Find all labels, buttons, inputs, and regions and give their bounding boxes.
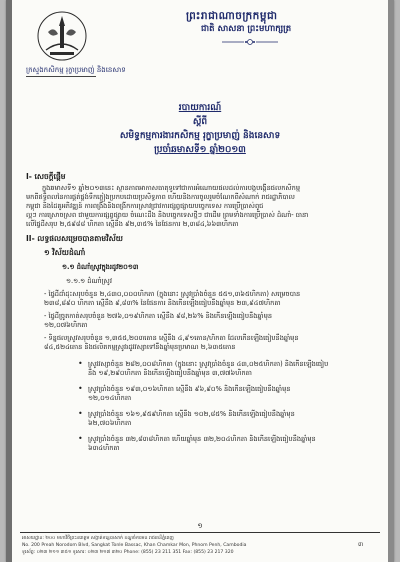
scan-right-edge xyxy=(388,0,394,562)
bullet-item-continued: នឹង ១៩,២៩០ហិកតា និងកើនឡើងធៀបនឹងឆ្នាំមុន ៣,៧៧៦ហិកតា xyxy=(88,369,252,377)
bullet-item: • ស្រូវប្រាំងចំនួន ១៩៣,០១៦ហិកតា ស្មើនឹង ៩៦,៩០% និងកើនឡើងធៀបនឹងឆ្នាំមុន xyxy=(88,385,290,394)
report-period: ប្រចាំឆមាសទី១ ឆ្នាំ២០១៣ xyxy=(154,145,246,155)
section-1-line: មកពីឥទ្ធិពលនៃការផ្គត់ផ្គង់ទឹកភ្លៀងប្រកបដោយប្រសិទ្ធភាព ហើយនិងការចូលរួមចំណែកពីសំណាក់ រាជរដ្ឋាភិបាល xyxy=(26,193,295,201)
bullet-item-continued: ៦៣៤ហិកតា xyxy=(88,444,120,452)
page-stamp: ៣ xyxy=(358,541,364,548)
ornament-divider-icon xyxy=(220,38,280,46)
section-2-heading: II- លទ្ធផលសម្រេចបានតាមវិស័យ xyxy=(26,234,123,243)
section-1-line: លើផ្ទៃដីសរុប ២,៥៩៨៨ ហិកតា ស្មើនឹង ៩២,៣៥% នៃផែនការ ២,៣៨៤,៦៦៣ហិកតា xyxy=(26,220,239,228)
kingdom-title: ព្រះរាជាណាចក្រកម្ពុជា xyxy=(186,10,278,22)
section-1-heading: I- សេចក្ដីផ្តើម xyxy=(26,172,66,181)
subsection-1-1-heading: ១.១ ដំណាំស្រូវក្នុងរដូវ២០១៣ xyxy=(62,263,139,271)
section-1-line: ក្នុងឆមាសទី១ ឆ្នាំ២០១៣នេះ ស្ថានភាពអាកាសធាតុទូទៅជាការអំណោយផលដល់ការបង្កបង្កើនផលកសិកម្ម xyxy=(42,184,301,192)
paragraph-line: ៨៤,៥២៤តោន និងផលិតកម្មស្រូវរដូវវស្សាទៅនឹងឆ្នាំមុនប្រមាណ ២,៦៣៥តោន xyxy=(44,343,236,351)
scan-left-edge xyxy=(6,0,12,562)
paragraph-line: ២៣៨,៨៩០ ហិកតា ស្មើនឹង ៩,៨៣% នៃផែនការ និងកើនឡើងធៀបនឹងឆ្នាំមុន ២៣,៩៤៧ហិកតា xyxy=(44,299,281,307)
paragraph-line: - ទិន្នផលស្រូវសរុបចំនួន ១,៣៥៥,២០៣តោន ស្មើនឹង ៤,៩១តោន/ហិកតា ដែលកើនឡើងធៀបនឹងឆ្នាំមុន xyxy=(44,334,299,342)
paragraph-line: - ផ្ទៃដីច្រូតកាត់សរុបចំនួន ២៧៦,០១៩ហិកតា ស្មើនឹង ៩៨,២៦% និងកើនឡើងធៀបនឹងឆ្នាំមុន xyxy=(44,312,273,320)
ministry-name: ក្រសួងកសិកម្ម រុក្ខាប្រមាញ់ និងនេសាទ xyxy=(26,66,126,74)
footer-contact: ទូរស័ព្ទ: ០២៣ ២១១ ៣៥១ ទូរសារ: ០២៣ ២១៧ ៣២០ Phone: (855) 23 211 351 Fax: (855) 23 217 320 xyxy=(22,550,234,555)
paragraph-line: - ផ្ទៃដីដាំដុះសរុបចំនួន ២,៤៣០,០០០ហិកតា (ក្នុងនោះ ស្រូវប្រាំងចំនួន ៥៥១,៣៦៥ហិកតា) សម្រេចបាន xyxy=(44,290,301,298)
royal-emblem-icon xyxy=(34,8,90,64)
footer-address-en: No. 200 Preah Norodom Blvd, Sangkat Tonle Bassac, Khan Chamkar Mon, Phnom Penh, Cambodia xyxy=(22,543,247,548)
section-1-line: កម្ពុជា និងដៃគូអភិវឌ្ឍន៍ ការពង្រឹងនិងពង្រីកការស្រាវជ្រាវការផ្សព្វផ្សាយបច្ចេកទេស ការប្រើប្រាស់ពូជ xyxy=(26,202,264,210)
bullet-item: • ស្រូវប្រាំងចំនួន ១៦១,៩៥៩ហិកតា ស្មើនឹង ១០២,៨៥% និងកើនឡើងធៀបនឹងឆ្នាំមុន xyxy=(88,410,295,419)
subsection-1-1-1-heading: ១.១.១ ដំណាំស្រូវ xyxy=(66,277,112,285)
bullet-item: • ស្រូវប្រាំងចំនួន ៣២,៨៣៨ហិកតា ហើយឆ្នាំមុន ៣២,២០៤ហិកតា និងកើនឡើងធៀបនឹងឆ្នាំមុន xyxy=(88,435,316,444)
report-title: របាយការណ៍ xyxy=(178,103,222,113)
bullet-item-continued: ៦២,៧០៦ហិកតា xyxy=(88,419,132,427)
footer-address: អាសយដ្ឋាន: ២០០ មហាវិថីព្រះនរោត្តម សង្កាត់ទន្លេបាសាក់ ខណ្ឌចំការមន រាជធានីភ្នំពេញ xyxy=(22,536,174,541)
subsection-1-heading: ១ វិស័យដំណាំ xyxy=(44,248,86,257)
bullet-item: • ស្រូវវស្សាចំនួន ២៨២,០០៨ហិកតា (ក្នុងនោះ ស្រូវប្រាំងចំនួន ៤៣,០២៥ហិកតា) និងកើនឡើងធៀប xyxy=(88,360,328,369)
national-motto: ជាតិ សាសនា ព្រះមហាក្សត្រ xyxy=(201,24,292,34)
footer-divider xyxy=(20,532,380,533)
document-page xyxy=(6,0,394,562)
bullet-item-continued: ១២,០១៤ហិកតា xyxy=(88,394,132,402)
report-subject-label: ស្ដីពី xyxy=(192,117,208,127)
paragraph-line: ១២,០៧៦ហិកតា xyxy=(44,321,88,329)
report-subject: សមិទ្ធកម្មការងារកសិកម្ម រុក្ខាប្រមាញ់ និងនេសាទ xyxy=(119,131,281,141)
page-number: ១ xyxy=(197,522,203,530)
section-1-line: ល្អៗ ការស្រោចស្រព ជាមួយការផ្សព្វផ្សាយ ចំណេះដឹង និងបច្ចេកទេសថ្មីៗ ជាដើម ព្រមទាំងការប្រើប្រាស់ ដំណាំ- ធានា xyxy=(26,211,309,219)
ministry-underline xyxy=(26,76,96,77)
